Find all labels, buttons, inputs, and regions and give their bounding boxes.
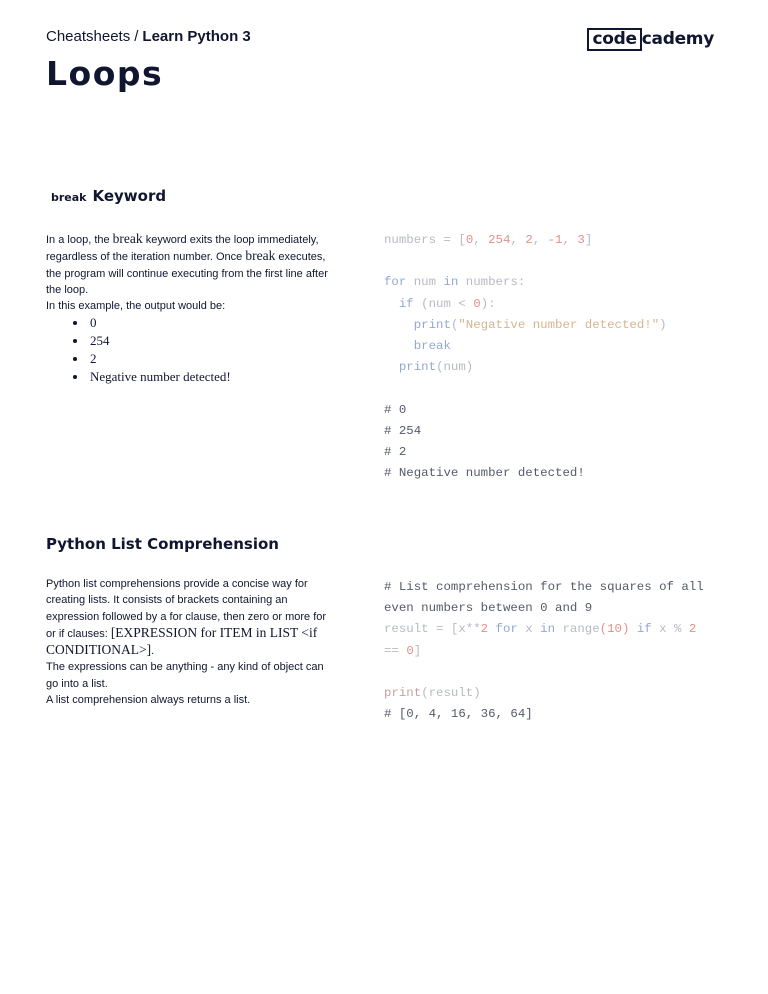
description-paragraph: In this example, the output would be: bbox=[46, 300, 226, 313]
desc-text: . bbox=[151, 645, 155, 658]
code-number: 2 bbox=[688, 622, 697, 637]
code-number: (10) bbox=[599, 622, 630, 637]
code-keyword: in bbox=[540, 622, 556, 637]
desc-text: executes, the program will continue executing from the first line after the loop. bbox=[46, 251, 328, 296]
section-heading-code: break bbox=[51, 191, 87, 204]
inline-code: break bbox=[112, 231, 143, 246]
list-item: • 2 bbox=[88, 350, 336, 368]
code-token: x % bbox=[651, 622, 689, 637]
breadcrumb-root-link[interactable]: Cheatsheets bbox=[46, 28, 131, 45]
code-string: "Negative number detected!" bbox=[458, 317, 660, 332]
code-token: ] bbox=[413, 643, 422, 658]
code-number: 0 bbox=[473, 296, 481, 311]
code-keyword: for bbox=[384, 275, 407, 290]
code-number: 0 bbox=[465, 233, 474, 247]
code-token: x bbox=[517, 622, 541, 637]
code-number: 3 bbox=[577, 233, 585, 247]
desc-text: In a loop, the bbox=[46, 234, 110, 246]
inline-code: break bbox=[245, 248, 276, 264]
breadcrumb bbox=[46, 28, 251, 45]
code-number: 0 bbox=[406, 643, 414, 658]
code-token: (result) bbox=[421, 686, 481, 701]
section-heading-break bbox=[46, 187, 166, 205]
code-token: numbers bbox=[384, 233, 437, 247]
code-token: == bbox=[384, 643, 407, 658]
code-token: (num) bbox=[436, 360, 474, 375]
code-comment: even numbers between 0 and 9 bbox=[384, 601, 593, 616]
code-token: numbers: bbox=[458, 275, 526, 290]
description-paragraph: A list comprehension always returns a list. bbox=[46, 694, 251, 707]
output-list bbox=[46, 314, 336, 386]
code-keyword: break bbox=[413, 339, 451, 354]
page-title: Loops bbox=[46, 54, 164, 93]
code-token: result = [x** bbox=[384, 622, 481, 637]
code-number: 2 bbox=[525, 233, 533, 247]
logo-box-text: code bbox=[587, 28, 641, 51]
code-number: -1 bbox=[547, 233, 563, 247]
code-number: 254 bbox=[488, 233, 511, 247]
inline-code: [EXPRESSION for ITEM in LIST <if CONDITIONAL>] bbox=[46, 624, 318, 658]
desc-text: Python list comprehensions provide a concise way for creating lists. It consists of brackets containing an expression followed by a for clause, then zero or more for or if clauses: bbox=[46, 578, 327, 640]
code-token: range bbox=[555, 622, 600, 637]
code-token: (num < bbox=[413, 296, 474, 311]
section-heading-list-comprehension: Python List Comprehension bbox=[46, 535, 279, 553]
code-keyword: print bbox=[413, 317, 451, 332]
breadcrumb-current-link[interactable]: Learn Python 3 bbox=[142, 28, 251, 45]
section-description bbox=[46, 576, 336, 708]
section-description bbox=[46, 231, 336, 386]
section-heading-text: Keyword bbox=[92, 187, 167, 205]
code-keyword: if bbox=[398, 296, 414, 311]
code-block: numbers = [0, 254, 2, -1, 3] for num in numbers: if (num < 0): print("Negative number detected!") break print(num) # 0 # 254 # 2 # Negative number detected! bbox=[384, 233, 667, 481]
breadcrumb-separator: / bbox=[134, 28, 139, 45]
code-keyword: in bbox=[443, 275, 459, 290]
code-comment: # 254 bbox=[384, 423, 422, 438]
code-keyword: print bbox=[398, 360, 437, 375]
code-keyword: for bbox=[488, 622, 518, 637]
codecademy-logo[interactable] bbox=[587, 28, 714, 51]
code-comment: # 2 bbox=[384, 445, 407, 460]
description-paragraph bbox=[46, 231, 336, 298]
code-comment: # Negative number detected! bbox=[384, 466, 585, 481]
code-keyword: if bbox=[629, 622, 652, 637]
code-comment: # 0 bbox=[384, 402, 407, 417]
code-token: = [ bbox=[436, 233, 466, 247]
list-item: • Negative number detected! bbox=[88, 368, 336, 386]
code-comment: # [0, 4, 16, 36, 64] bbox=[384, 707, 533, 722]
logo-rest-text: cademy bbox=[641, 29, 714, 49]
code-comment: # List comprehension for the squares of all bbox=[384, 580, 704, 594]
description-paragraph: The expressions can be anything - any kind of object can go into a list. bbox=[46, 661, 324, 690]
code-token: ): bbox=[480, 296, 496, 311]
desc-text: keyword exits the loop immediately, regardless of the iteration number. Once bbox=[46, 234, 319, 264]
code-keyword: print bbox=[384, 686, 422, 701]
list-item: • 254 bbox=[88, 332, 336, 350]
description-paragraph bbox=[46, 576, 336, 659]
code-block bbox=[384, 577, 704, 725]
code-number: 2 bbox=[480, 622, 489, 637]
list-item: • 0 bbox=[88, 314, 336, 332]
code-token: num bbox=[406, 275, 444, 290]
